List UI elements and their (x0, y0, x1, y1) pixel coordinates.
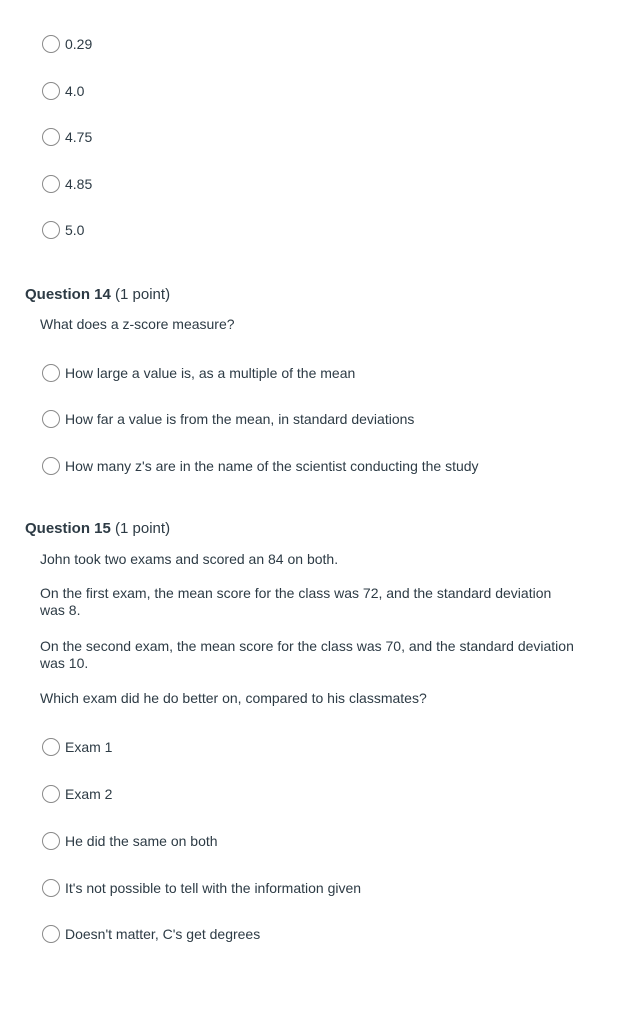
question-paragraph: On the second exam, the mean score for the class was 70, and the standard deviation was 10. (40, 638, 574, 671)
radio-button[interactable] (42, 221, 60, 239)
question-points: (1 point) (115, 520, 171, 537)
question-prompt: What does a z-score measure? (40, 316, 235, 332)
q13-option-3[interactable] (42, 128, 92, 146)
q13-option-5[interactable] (42, 221, 84, 239)
option-label: Doesn't matter, C's get degrees (65, 926, 261, 942)
radio-button[interactable] (42, 128, 60, 146)
q14-option-2[interactable] (42, 410, 414, 428)
q13-option-4[interactable] (42, 175, 92, 193)
radio-button[interactable] (42, 364, 60, 382)
option-label: He did the same on both (65, 833, 218, 849)
option-label: How many z's are in the name of the scientist conducting the study (65, 458, 479, 474)
option-label: 4.0 (65, 83, 85, 99)
question-points: (1 point) (115, 286, 171, 303)
option-label: 4.85 (65, 176, 93, 192)
q15-option-5[interactable] (42, 925, 260, 943)
radio-button[interactable] (42, 457, 60, 475)
option-label: How far a value is from the mean, in standard deviations (65, 411, 415, 427)
option-label: It's not possible to tell with the information given (65, 880, 362, 896)
radio-button[interactable] (42, 879, 60, 897)
option-label: 0.29 (65, 36, 93, 52)
q13-option-2[interactable] (42, 82, 84, 100)
radio-button[interactable] (42, 785, 60, 803)
q15-option-2[interactable] (42, 785, 112, 803)
q15-option-4[interactable] (42, 879, 361, 897)
question-15-header (25, 520, 170, 537)
question-paragraph: On the first exam, the mean score for the class was 72, and the standard deviation was 8. (40, 585, 552, 618)
option-label: How large a value is, as a multiple of the mean (65, 365, 356, 381)
radio-button[interactable] (42, 35, 60, 53)
option-label: 4.75 (65, 129, 93, 145)
question-title: Question 14 (25, 286, 111, 303)
q15-option-1[interactable] (42, 738, 112, 756)
q13-option-1[interactable] (42, 35, 92, 53)
option-label: 5.0 (65, 222, 85, 238)
q14-option-3[interactable] (42, 457, 479, 475)
radio-button[interactable] (42, 410, 60, 428)
question-prompt: Which exam did he do better on, compared to his classmates? (40, 690, 427, 706)
q14-option-1[interactable] (42, 364, 355, 382)
radio-button[interactable] (42, 738, 60, 756)
question-title: Question 15 (25, 520, 111, 537)
option-label: Exam 2 (65, 786, 113, 802)
radio-button[interactable] (42, 832, 60, 850)
radio-button[interactable] (42, 925, 60, 943)
radio-button[interactable] (42, 82, 60, 100)
question-14-header (25, 286, 170, 303)
option-label: Exam 1 (65, 739, 113, 755)
question-paragraph: John took two exams and scored an 84 on both. (40, 551, 339, 567)
radio-button[interactable] (42, 175, 60, 193)
q15-option-3[interactable] (42, 832, 218, 850)
